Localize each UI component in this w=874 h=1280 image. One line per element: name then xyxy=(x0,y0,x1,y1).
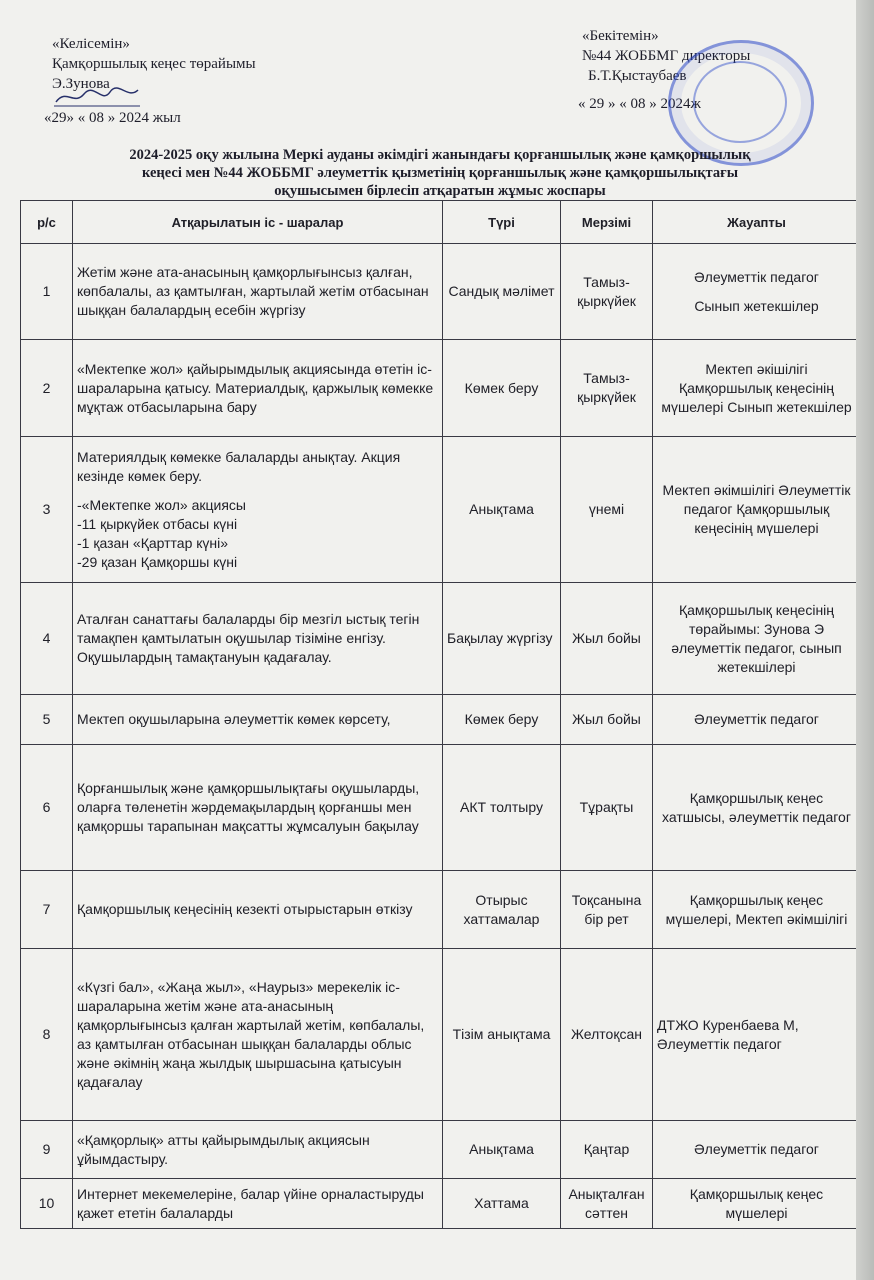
row-number: 8 xyxy=(21,949,73,1121)
table-row xyxy=(21,244,861,340)
task-cell: Материялдық көмекке балаларды анықтау. Акция кезінде көмек беру. -«Мектепке жол» акциясы -11 қыркүйек отбасы күні -1 қазан «Қарттар күні» -29 қазан Қамқоршы күні xyxy=(73,437,443,583)
table-row xyxy=(21,745,861,871)
column-header: р/с xyxy=(21,201,73,244)
task-cell: «Күзгі бал», «Жаңа жыл», «Наурыз» мерекелік іс-шараларына жетім және ата-анасының қамқорлығынсыз қалған жартылай жетім, көпбалалы, аз қамтылған отбасынан шыққан балаларды облыс және әкімнің жаңа жылдық шыршасына қатысуын қадағалау xyxy=(73,949,443,1121)
type-cell: Отырыс хаттамалар xyxy=(443,871,561,949)
term-cell: Жыл бойы xyxy=(561,695,653,745)
agreement-name: Э.Зунова xyxy=(52,76,110,92)
term-cell: Қаңтар xyxy=(561,1121,653,1179)
document-title xyxy=(70,146,810,200)
type-cell: Анықтама xyxy=(443,1121,561,1179)
title-line-2: кеңесі мен №44 ЖОББМГ әлеуметтік қызметінің қорғаншылық және қамқоршылықтағы xyxy=(141,165,739,181)
table-row xyxy=(21,871,861,949)
term-cell: Желтоқсан xyxy=(561,949,653,1121)
term-cell: Тұрақты xyxy=(561,745,653,871)
type-cell: Көмек беру xyxy=(443,340,561,437)
table-row xyxy=(21,695,861,745)
type-cell: Бақылау жүргізу xyxy=(443,583,561,695)
agreement-block xyxy=(52,34,256,94)
table-row xyxy=(21,1179,861,1229)
agreement-title: «Келісемін» xyxy=(52,36,130,52)
responsible-cell: Әлеуметтік педагог xyxy=(653,695,861,745)
column-header: Жауапты xyxy=(653,201,861,244)
column-header: Атқарылатын іс - шаралар xyxy=(73,201,443,244)
title-line-3: оқушысымен бірлесіп атқаратын жұмыс жоспары xyxy=(274,183,606,199)
responsible-cell: Қамқоршылық кеңесінің төрайымы: Зунова Э әлеуметтік педагог, сынып жетекшілері xyxy=(653,583,861,695)
responsible-cell: Қамқоршылық кеңес мүшелері xyxy=(653,1179,861,1229)
task-cell: «Қамқорлық» атты қайырымдылық акциясын ұйымдастыру. xyxy=(73,1121,443,1179)
row-number: 10 xyxy=(21,1179,73,1229)
approval-date: « 29 » « 08 » 2024ж xyxy=(578,96,701,112)
responsible-cell: Әлеуметтік педагог xyxy=(653,1121,861,1179)
responsible-cell: Қамқоршылық кеңес хатшысы, әлеуметтік педагог xyxy=(653,745,861,871)
task-cell: Интернет мекемелеріне, балар үйіне орналастыруды қажет ететін балаларды xyxy=(73,1179,443,1229)
row-number: 9 xyxy=(21,1121,73,1179)
agreement-position: Қамқоршылық кеңес төрайымы xyxy=(52,56,256,72)
responsible-cell: Қамқоршылық кеңес мүшелері, Мектеп әкімшілігі xyxy=(653,871,861,949)
agreement-date: «29» « 08 » 2024 жыл xyxy=(44,110,181,126)
task-cell: «Мектепке жол» қайырымдылық акциясында өтетін іс-шараларына қатысу. Материалдық, қаржылық көмекке мұқтаж отбасыларына бару xyxy=(73,340,443,437)
term-cell: үнемі xyxy=(561,437,653,583)
table-row xyxy=(21,583,861,695)
row-number: 5 xyxy=(21,695,73,745)
type-cell: Сандық мәлімет xyxy=(443,244,561,340)
term-cell: Жыл бойы xyxy=(561,583,653,695)
term-cell: Тоқсанына бір рет xyxy=(561,871,653,949)
approval-position: №44 ЖОББМГ директоры xyxy=(582,48,751,64)
table-row xyxy=(21,949,861,1121)
table-header-row xyxy=(21,201,861,244)
title-line-1: 2024-2025 оқу жылына Меркі ауданы әкімдігі жанындағы қорғаншылық және қамқоршылық xyxy=(129,147,751,163)
column-header: Мерзімі xyxy=(561,201,653,244)
row-number: 4 xyxy=(21,583,73,695)
term-cell: Анықталған сәттен xyxy=(561,1179,653,1229)
row-number: 6 xyxy=(21,745,73,871)
responsible-cell: Мектеп әкішілігі Қамқоршылық кеңесінің мүшелері Сынып жетекшілер xyxy=(653,340,861,437)
task-cell: Жетім және ата-анасының қамқорлығынсыз қалған, көпбалалы, аз қамтылған, жартылай жетім отбасынан шыққан балалардың есебін жүргізу xyxy=(73,244,443,340)
work-plan-table xyxy=(20,200,861,1229)
task-cell: Мектеп оқушыларына әлеуметтік көмек көрсету, xyxy=(73,695,443,745)
row-number: 3 xyxy=(21,437,73,583)
responsible-cell: ДТЖО Куренбаева М, Әлеуметтік педагог xyxy=(653,949,861,1121)
row-number: 2 xyxy=(21,340,73,437)
signature-left xyxy=(52,86,142,108)
type-cell: Анықтама xyxy=(443,437,561,583)
type-cell: Хаттама xyxy=(443,1179,561,1229)
term-cell: Тамыз-қыркүйек xyxy=(561,340,653,437)
task-cell: Аталған санаттағы балаларды бір мезгіл ыстық тегін тамақпен қамтылатын оқушылар тізіміне енгізу. Оқушылардың тамақтануын қадағалау. xyxy=(73,583,443,695)
responsible-cell: Мектеп әкімшілігі Әлеуметтік педагог Қамқоршылық кеңесінің мүшелері xyxy=(653,437,861,583)
type-cell: АКТ толтыру xyxy=(443,745,561,871)
type-cell: Көмек беру xyxy=(443,695,561,745)
row-number: 1 xyxy=(21,244,73,340)
table-row xyxy=(21,340,861,437)
row-number: 7 xyxy=(21,871,73,949)
page-edge-shadow xyxy=(856,0,874,1280)
column-header: Түрі xyxy=(443,201,561,244)
responsible-cell: Әлеуметтік педагог Сынып жетекшілер xyxy=(653,244,861,340)
table-row xyxy=(21,437,861,583)
task-cell: Қамқоршылық кеңесінің кезекті отырыстарын өткізу xyxy=(73,871,443,949)
table-row xyxy=(21,1121,861,1179)
approval-name: Б.Т.Қыстаубаев xyxy=(588,68,687,84)
type-cell: Тізім анықтама xyxy=(443,949,561,1121)
stamp-emblem xyxy=(693,61,787,143)
task-cell: Қорғаншылық және қамқоршылықтағы оқушыларды, оларға төленетін жәрдемақылардың қорғаншы мен қамқоршы тарапынан мақсатты жұмсалуын бақылау xyxy=(73,745,443,871)
term-cell: Тамыз-қыркүйек xyxy=(561,244,653,340)
approval-title: «Бекітемін» xyxy=(582,28,659,44)
